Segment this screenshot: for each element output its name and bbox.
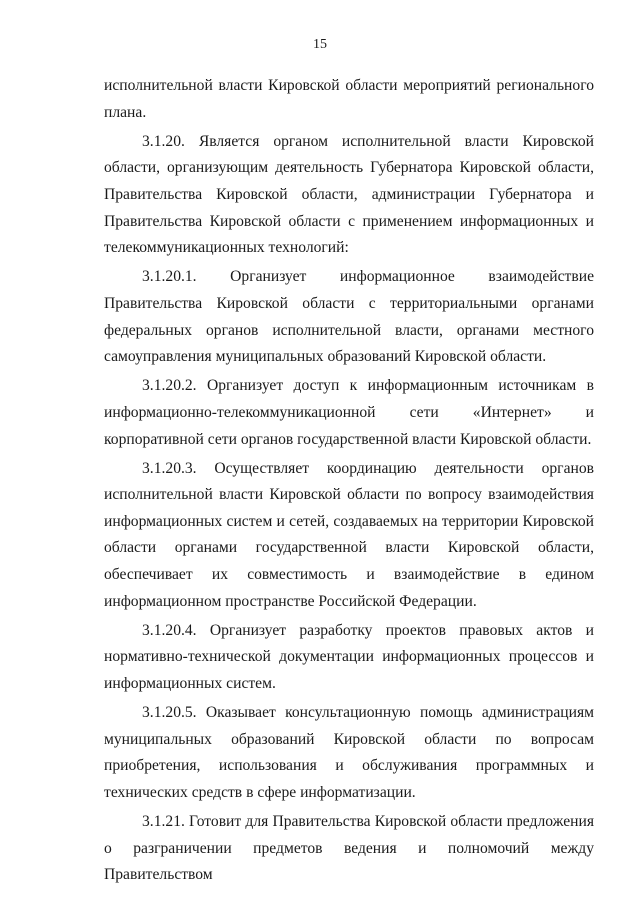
paragraph-continuation: исполнительной власти Кировской области мероприятий регионального плана. [104, 77, 594, 121]
paragraph-3-1-20-1: 3.1.20.1. Организует информационное взаимодействие Правительства Кировской области с территориальными органами федеральных органов исполнительной власти, органами местного самоуправления муниципальных образований Кировской области. [104, 268, 594, 366]
paragraph-3-1-21: 3.1.21. Готовит для Правительства Кировской области предложения о разграничении предметов ведения и полномочий между Правительством [104, 813, 594, 884]
page-number: 15 [313, 37, 327, 52]
paragraph-3-1-20-2: 3.1.20.2. Организует доступ к информационным источникам в информационно-телекоммуникационной сети «Интернет» и корпоративной сети органов государственной власти Кировской области. [104, 377, 594, 448]
paragraph-3-1-20-4: 3.1.20.4. Организует разработку проектов правовых актов и нормативно-технической документации информационных процессов и информационных систем. [104, 621, 594, 693]
paragraph-3-1-20-5: 3.1.20.5. Оказывает консультационную помощь администрациям муниципальных образований Кировской области по вопросам приобретения, использования и обслуживания программных и технических средств в сфере информатизации. [104, 704, 594, 801]
paragraph-3-1-20: 3.1.20. Является органом исполнительной власти Кировской области, организующим деятельность Губернатора Кировской области, Правительства Кировской области, администрации Губернатора и Правительства Кировской области с применением информационных и телекоммуникационных технологий: [104, 132, 594, 257]
paragraph-3-1-20-3: 3.1.20.3. Осуществляет координацию деятельности органов исполнительной власти Кировской области по вопросу взаимодействия информационных систем и сетей, создаваемых на территории Кировской области органами государственной власти Кировской области, обеспечивает их совместимость и взаимодействие в едином информационном пространстве Российской Федерации. [104, 459, 594, 610]
document-body [104, 73, 594, 892]
